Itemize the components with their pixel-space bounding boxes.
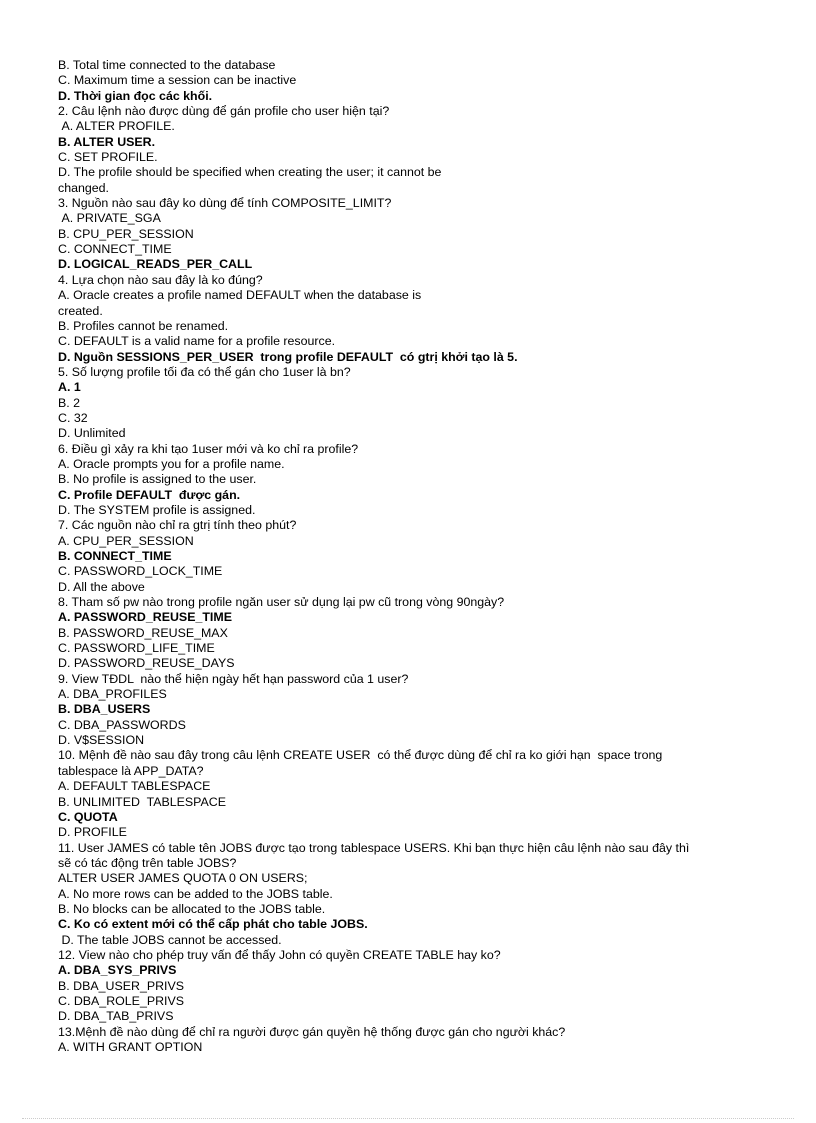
text-line: tablespace là APP_DATA? [58, 763, 204, 778]
text-line: A. No more rows can be added to the JOBS table. [58, 886, 333, 901]
text-line: B. PASSWORD_REUSE_MAX [58, 625, 228, 640]
text-line: C. PASSWORD_LOCK_TIME [58, 564, 223, 579]
answer-line: D. Thời gian đọc các khối. [58, 88, 213, 103]
text-line: A. Oracle creates a profile named DEFAULT when the database is [58, 288, 422, 303]
text-line: changed. [58, 180, 109, 195]
answer-line: C. Profile DEFAULT được gán. [58, 487, 241, 502]
text-line: 5. Số lượng profile tối đa có thể gán cho 1user là bn? [58, 364, 351, 379]
answer-line: C. Ko có extent mới có thể cấp phát cho table JOBS. [58, 917, 368, 932]
text-line: B. Total time connected to the database [58, 58, 276, 72]
text-line: D. Unlimited [58, 426, 126, 441]
text-line: 6. Điều gì xảy ra khi tạo 1user mới và ko chỉ ra profile? [58, 441, 359, 456]
text-line: A. ALTER PROFILE. [58, 119, 175, 134]
text-line: 4. Lựa chọn nào sau đây là ko đúng? [58, 272, 263, 287]
text-line: 10. Mệnh đề nào sau đây trong câu lệnh CREATE USER có thể được dùng để chỉ ra ko giới hạn space trong [58, 748, 663, 763]
text-line: A. WITH GRANT OPTION [58, 1040, 203, 1054]
answer-line: C. QUOTA [58, 809, 118, 824]
text-line: 3. Nguồn nào sau đây ko dùng để tính COMPOSITE_LIMIT? [58, 196, 392, 211]
document-body [58, 58, 770, 1055]
text-line: B. CPU_PER_SESSION [58, 226, 194, 241]
text-line: B. Profiles cannot be renamed. [58, 318, 229, 333]
text-line: 12. View nào cho phép truy vấn để thấy John có quyền CREATE TABLE hay ko? [58, 947, 501, 962]
text-line: B. 2 [58, 395, 81, 410]
text-line: C. Maximum time a session can be inactive [58, 73, 297, 88]
answer-line: B. ALTER USER. [58, 134, 156, 149]
text-line: 2. Câu lệnh nào được dùng để gán profile cho user hiện tại? [58, 104, 390, 119]
text-line: ALTER USER JAMES QUOTA 0 ON USERS; [58, 871, 308, 886]
text-line: 7. Các nguồn nào chỉ ra gtrị tính theo phút? [58, 518, 297, 533]
text-line: B. No blocks can be allocated to the JOBS table. [58, 901, 326, 916]
text-line: C. DBA_PASSWORDS [58, 717, 186, 732]
text-line: A. PRIVATE_SGA [58, 211, 161, 226]
text-line: C. SET PROFILE. [58, 150, 158, 165]
answer-line: A. DBA_SYS_PRIVS [58, 963, 177, 978]
answer-line: D. Nguồn SESSIONS_PER_USER trong profile DEFAULT có gtrị khởi tạo là 5. [58, 349, 518, 364]
text-line: D. The SYSTEM profile is assigned. [58, 502, 256, 517]
text-line: 8. Tham số pw nào trong profile ngăn user sử dụng lại pw cũ trong vòng 90ngày? [58, 595, 505, 610]
page-bottom-rule [22, 1118, 794, 1119]
text-line: 13.Mệnh đề nào dùng để chỉ ra người được gán quyền hệ thống được gán cho người khác? [58, 1024, 566, 1039]
text-line: A. CPU_PER_SESSION [58, 533, 194, 548]
text-line: D. DBA_TAB_PRIVS [58, 1009, 174, 1024]
text-line: B. DBA_USER_PRIVS [58, 978, 185, 993]
answer-line: B. CONNECT_TIME [58, 549, 172, 563]
text-line: C. PASSWORD_LIFE_TIME [58, 641, 215, 656]
text-line: sẽ có tác động trên table JOBS? [58, 855, 237, 870]
text-line: A. DBA_PROFILES [58, 687, 167, 702]
text-line: D. PROFILE [58, 825, 127, 840]
answer-line: A. PASSWORD_REUSE_TIME [58, 610, 232, 625]
text-line: D. V$SESSION [58, 733, 145, 748]
text-line: C. DBA_ROLE_PRIVS [58, 993, 185, 1008]
answer-line: D. LOGICAL_READS_PER_CALL [58, 257, 253, 272]
text-line: D. The profile should be specified when creating the user; it cannot be [58, 165, 442, 180]
text-line: 9. View TĐDL nào thể hiện ngày hết hạn password của 1 user? [58, 671, 409, 686]
text-line: B. No profile is assigned to the user. [58, 472, 257, 487]
text-line: D. PASSWORD_REUSE_DAYS [58, 656, 235, 671]
text-line: D. The table JOBS cannot be accessed. [58, 932, 282, 947]
text-line: C. CONNECT_TIME [58, 242, 172, 257]
text-line: C. DEFAULT is a valid name for a profile resource. [58, 334, 336, 349]
text-line: B. UNLIMITED TABLESPACE [58, 794, 227, 809]
text-line: A. Oracle prompts you for a profile name. [58, 456, 285, 471]
text-line: 11. User JAMES có table tên JOBS được tạo trong tablespace USERS. Khi bạn thực hiện câu lệnh nào sau đây thì [58, 840, 690, 855]
answer-line: A. 1 [58, 380, 81, 395]
text-line: C. 32 [58, 410, 88, 425]
answer-line: B. DBA_USERS [58, 702, 151, 717]
text-line: created. [58, 303, 103, 318]
text-line: A. DEFAULT TABLESPACE [58, 779, 211, 794]
text-line: D. All the above [58, 579, 145, 594]
